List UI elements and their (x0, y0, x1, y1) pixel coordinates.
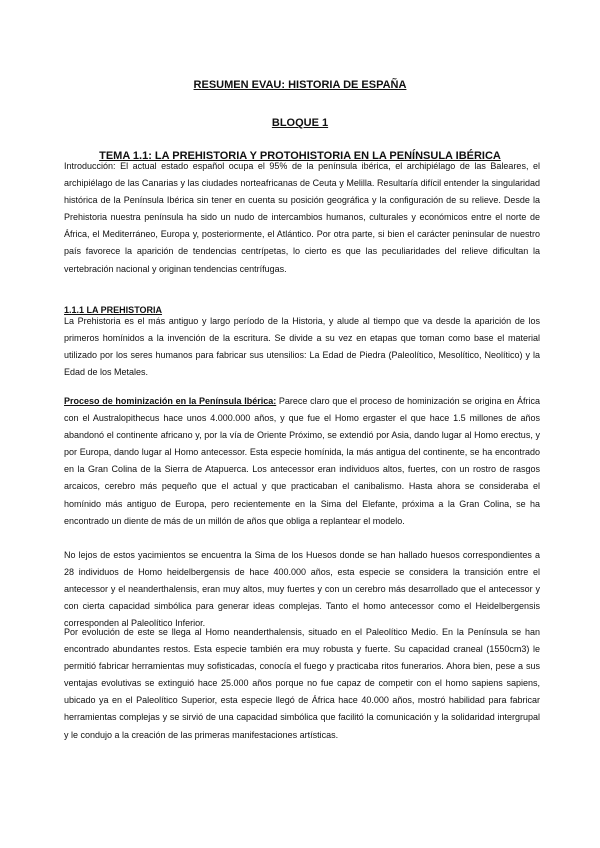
sima-paragraph: No lejos de estos yacimientos se encuentra la Sima de los Huesos donde se han hallado huesos correspondientes a 28 individuos de Homo heidelbergensis de hace 400.000 años, esta especie se considera la transición entre el antecessor y el neanderthalensis, eran muy altos, muy fuertes y con un cerebro más desarrollado que el antecessor y con cierta capacidad simbólica para generar ideas complejas. Tanto el homo antecessor como el Heidelbergensis corresponden al Paleolítico Inferior. (64, 550, 540, 629)
document-title: RESUMEN EVAU: HISTORIA DE ESPAÑA (193, 79, 407, 91)
block-heading: BLOQUE 1 (271, 117, 329, 129)
intro-paragraph: Introducción: El actual estado español ocupa el 95% de la península ibérica, el archipiélago de las Baleares, el archipiélago de las Canarias y las ciudades norteafricanas de Ceuta y Melilla. Resultaría difícil entender la singularidad histórica de la Península Ibérica sin tener en cuenta su posición geográfica y la configuración de su relieve. Desde la Prehistoria nuestra península ha sido un nudo de intercambios humanos, culturales y económicos entre el norte de África, el Mediterráneo, Europa y, posteriormente, el Atlántico. Por otra parte, si bien el carácter peninsular de nuestro país favorece la aparición de tendencias centrípetas, lo cierto es que las peculiaridades del relieve dificultan la vertebración nacional y originan tendencias centrífugas. (64, 161, 540, 274)
section-heading: 1.1.1 LA PREHISTORIA (64, 305, 163, 315)
theme-heading: TEMA 1.1: LA PREHISTORIA Y PROTOHISTORIA EN LA PENÍNSULA IBÉRICA (99, 150, 501, 162)
hominization-lead: Proceso de hominización en la Península Ibérica: (64, 396, 277, 406)
hominization-text: Parece claro que el proceso de hominización se origina en África con el Australopithecus hace unos 4.000.000 años, y que fue el Homo ergaster el que hace 1.5 millones de años abandonó el continente africano y, por la vía de Oriente Próximo, se extendió por Asia, dando lugar al Homo erectus, y por Europa, dando lugar al Homo antecessor. Esta especie homínida, la más antigua del continente, se ha encontrado en la Gran Colina de la Sierra de Atapuerca. Los antecessor eran individuos altos, fuertes, con un rostro de rasgos arcaicos, cerebro más pequeño que el actual y que practicaban el canibalismo. Hasta ahora se consideraba el homínido más antiguo de Europa, pero recientemente en la Sima del Elefante, próxima a la Gran Colina, se ha encontrado un diente de más de un millón de años que obliga a replantear el modelo. (64, 396, 540, 526)
hominization-paragraph (64, 393, 540, 530)
neanderthal-paragraph: Por evolución de este se llega al Homo neanderthalensis, situado en el Paleolítico Medio. En la Península se han encontrado abundantes restos. Esta especie también era muy robusta y fuerte. Su capacidad craneal (1550cm3) le permitió fabricar herramientas muy sofisticadas, conocía el fuego y practicaba ritos funerarios. Ahora bien, pese a sus ventajas evolutivas se extinguió hace 25.000 años porque no fue capaz de competir con el homo sapiens sapiens, ubicado ya en el Paleolítico Superior, esta especie llegó de África hace 40.000 años, mostró habilidad para fabricar herramientas complejas y se sirvió de una capacidad simbólica que facilitó la comunicación y la solidaridad intergrupal y le condujo a la creación de las primeras manifestaciones artísticas. (64, 627, 540, 740)
prehistoria-paragraph: La Prehistoria es el más antiguo y largo período de la Historia, y alude al tiempo que va desde la aparición de los primeros homínidos a la invención de la escritura. Se divide a su vez en etapas que toman como base el material utilizado por los seres humanos para fabricar sus utensilios: La Edad de Piedra (Paleolítico, Mesolítico, Neolítico) y la Edad de los Metales. (64, 316, 540, 378)
